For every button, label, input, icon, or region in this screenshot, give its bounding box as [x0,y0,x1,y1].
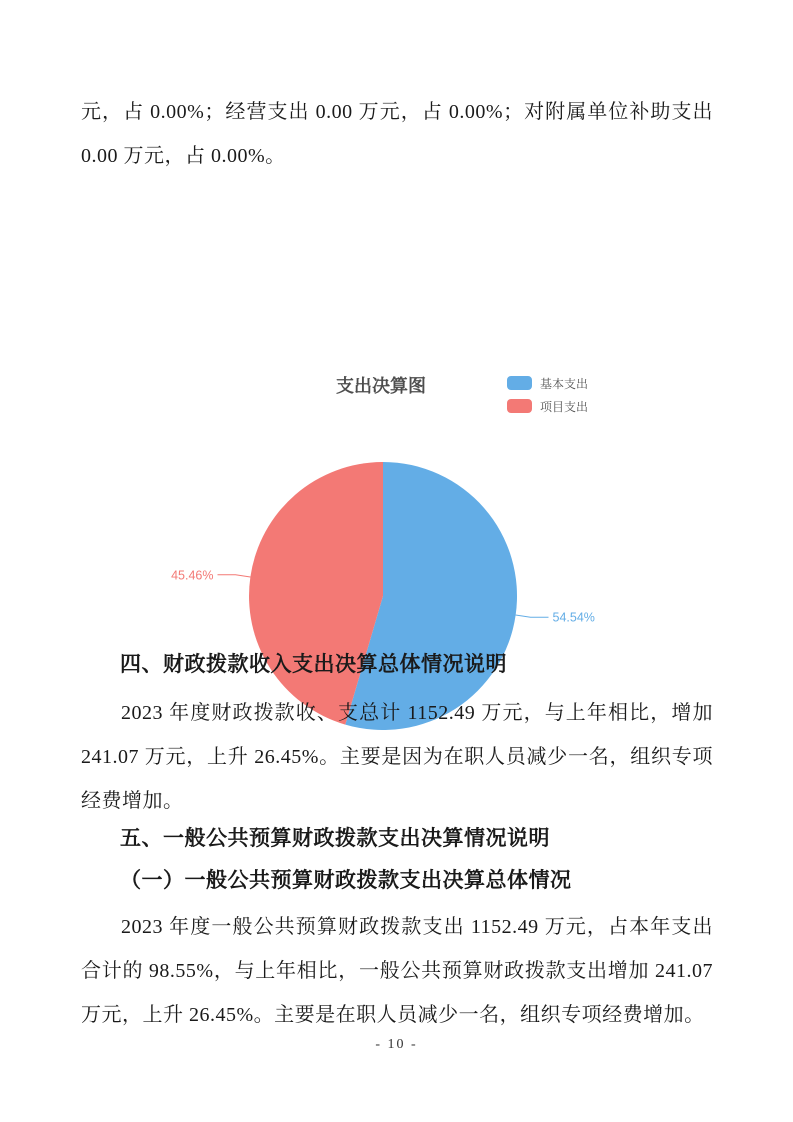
section-four-paragraph: 2023 年度财政拨款收、支总计 1152.49 万元，与上年相比，增加 241.07 万元，上升 26.45%。主要是因为在职人员减少一名，组织专项经费增加。 [81,702,713,812]
intro-paragraph: 元，占 0.00%；经营支出 0.00 万元，占 0.00%；对附属单位补助支出 0.00 万元，占 0.00%。 [81,101,713,167]
section-five-subheading: （一）一般公共预算财政拨款支出决算总体情况 [120,868,572,892]
legend-swatch-project [507,399,532,413]
section-five-heading: 五、一般公共预算财政拨款支出决算情况说明 [120,826,550,850]
pie-percent-label: 45.46% [171,568,214,583]
page-number: - 10 - [375,1037,418,1052]
chart-title: 支出决算图 [336,376,426,396]
section-five-paragraph: 2023 年度一般公共预算财政拨款支出 1152.49 万元，占本年支出合计的 98.55%，与上年相比，一般公共预算财政拨款支出增加 241.07 万元，上升 26.45%。主要是在职人员减少一名，组织专项经费增加。 [81,916,713,1026]
section-four-heading: 四、财政拨款收入支出决算总体情况说明 [120,652,507,676]
pie-label-leader [218,575,251,577]
legend-item-basic [507,375,588,391]
legend-label-basic: 基本支出 [540,376,589,391]
chart-legend [507,375,588,421]
pie-label-leader [516,615,549,617]
pie-percent-label: 54.54% [552,610,595,625]
expenditure-pie-chart [0,183,793,625]
legend-swatch-basic [507,376,532,390]
legend-item-project [507,398,588,414]
legend-label-project: 项目支出 [540,399,589,414]
